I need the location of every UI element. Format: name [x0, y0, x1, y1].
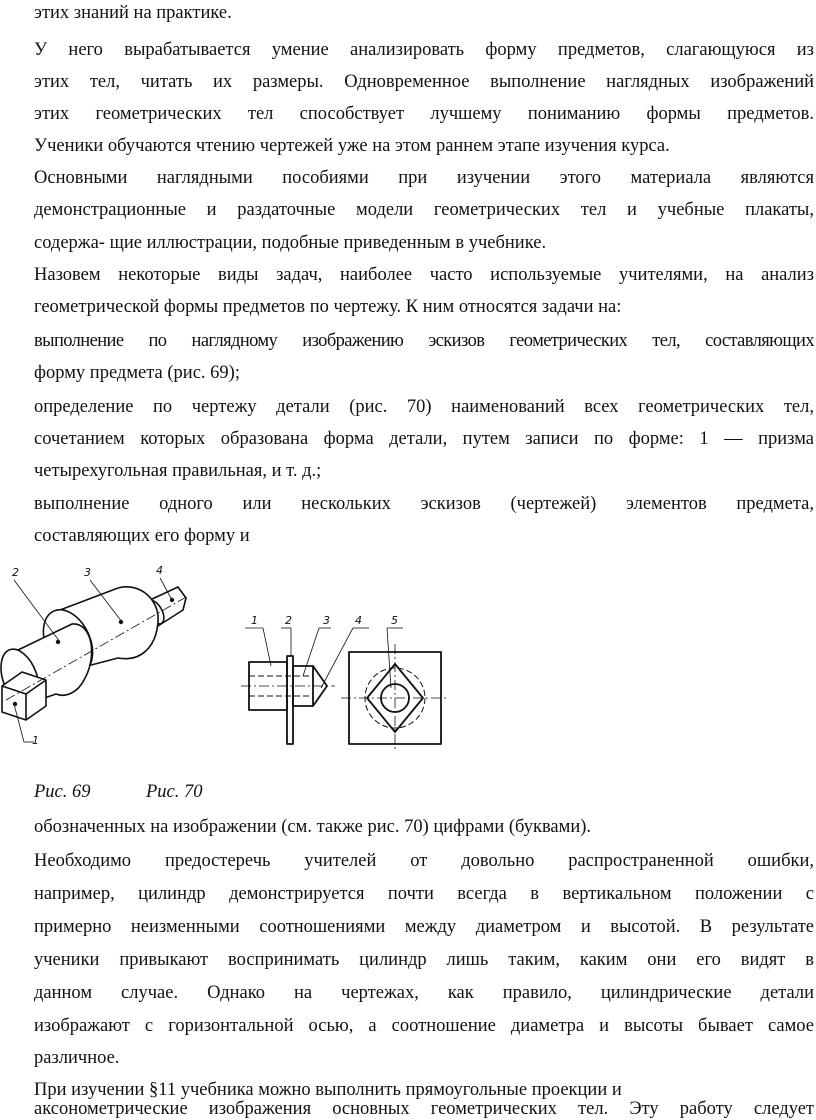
text-line: ученики привыкают воспринимать цилиндр лишь таким, каким они его видят в: [34, 950, 814, 970]
text-line: этих геометрических тел способствует лучшему пониманию формы предметов.: [34, 104, 814, 124]
text-line: этих тел, читать их размеры. Одновременное выполнение наглядных изображений: [34, 72, 814, 92]
figure-70-drawing: [235, 560, 475, 760]
text-line: При изучении §11 учебника можно выполнить прямоугольные проекции и: [34, 1080, 622, 1100]
text-line: Основными наглядными пособиями при изучении этого материала являются: [34, 168, 814, 188]
text-line: содержа- щие иллюстрации, подобные приведенным в учебнике.: [34, 233, 547, 253]
text-line: демонстрационные и раздаточные модели геометрических тел и учебные плакаты,: [34, 200, 814, 220]
text-line: У него вырабатывается умение анализировать форму предметов, слагающуюся из: [34, 40, 814, 60]
text-line: четырехугольная правильная, и т. д.;: [34, 461, 322, 481]
text-line: например, цилиндр демонстрируется почти всегда в вертикальном положении с: [34, 884, 814, 904]
fig69-label-3: 3: [84, 566, 91, 579]
text-line: выполнение по наглядному изображению эскизов геометрических тел, составляющих: [34, 331, 814, 351]
fig69-label-1: 1: [32, 734, 39, 747]
fig69-label-2: 2: [12, 566, 19, 579]
text-line: Назовем некоторые виды задач, наиболее часто используемые учителями, на анализ: [34, 265, 814, 285]
fig70-label-3: 3: [323, 614, 330, 627]
figures-block: [0, 560, 816, 760]
figure-69-caption: Рис. 69: [34, 782, 91, 802]
text-line: аксонометрические изображения основных геометрических тел. Эту работу следует: [34, 1099, 814, 1119]
figure-69-drawing: [0, 560, 230, 760]
text-line: выполнение одного или нескольких эскизов (чертежей) элементов предмета,: [34, 494, 814, 514]
text-line: этих знаний на практике.: [34, 3, 232, 23]
text-line: Необходимо предостеречь учителей от довольно распространенной ошибки,: [34, 851, 814, 871]
text-line: Ученики обучаются чтению чертежей уже на этом раннем этапе изучения курса.: [34, 136, 670, 156]
text-line: составляющих его форму и: [34, 526, 250, 546]
text-line: геометрической формы предметов по чертежу. К ним относятся задачи на:: [34, 297, 622, 317]
text-line: данном случае. Однако на чертежах, как правило, цилиндрические детали: [34, 983, 814, 1003]
fig70-label-1: 1: [251, 614, 258, 627]
text-line: сочетанием которых образована форма детали, путем записи по форме: 1 — призма: [34, 429, 814, 449]
text-line: примерно неизменными соотношениями между диаметром и высотой. В результате: [34, 917, 814, 937]
fig70-label-4: 4: [355, 614, 362, 627]
text-line: обозначенных на изображении (см. также рис. 70) цифрами (буквами).: [34, 817, 592, 837]
text-line: определение по чертежу детали (рис. 70) наименований всех геометрических тел,: [34, 397, 814, 417]
text-line: различное.: [34, 1048, 120, 1068]
figure-70-caption: Рис. 70: [146, 782, 203, 802]
text-line: изображают с горизонтальной осью, а соотношение диаметра и высоты бывает самое: [34, 1016, 814, 1036]
text-line: форму предмета (рис. 69);: [34, 363, 240, 383]
fig70-label-2: 2: [285, 614, 292, 627]
fig69-label-4: 4: [156, 564, 163, 577]
fig70-label-5: 5: [391, 614, 398, 627]
